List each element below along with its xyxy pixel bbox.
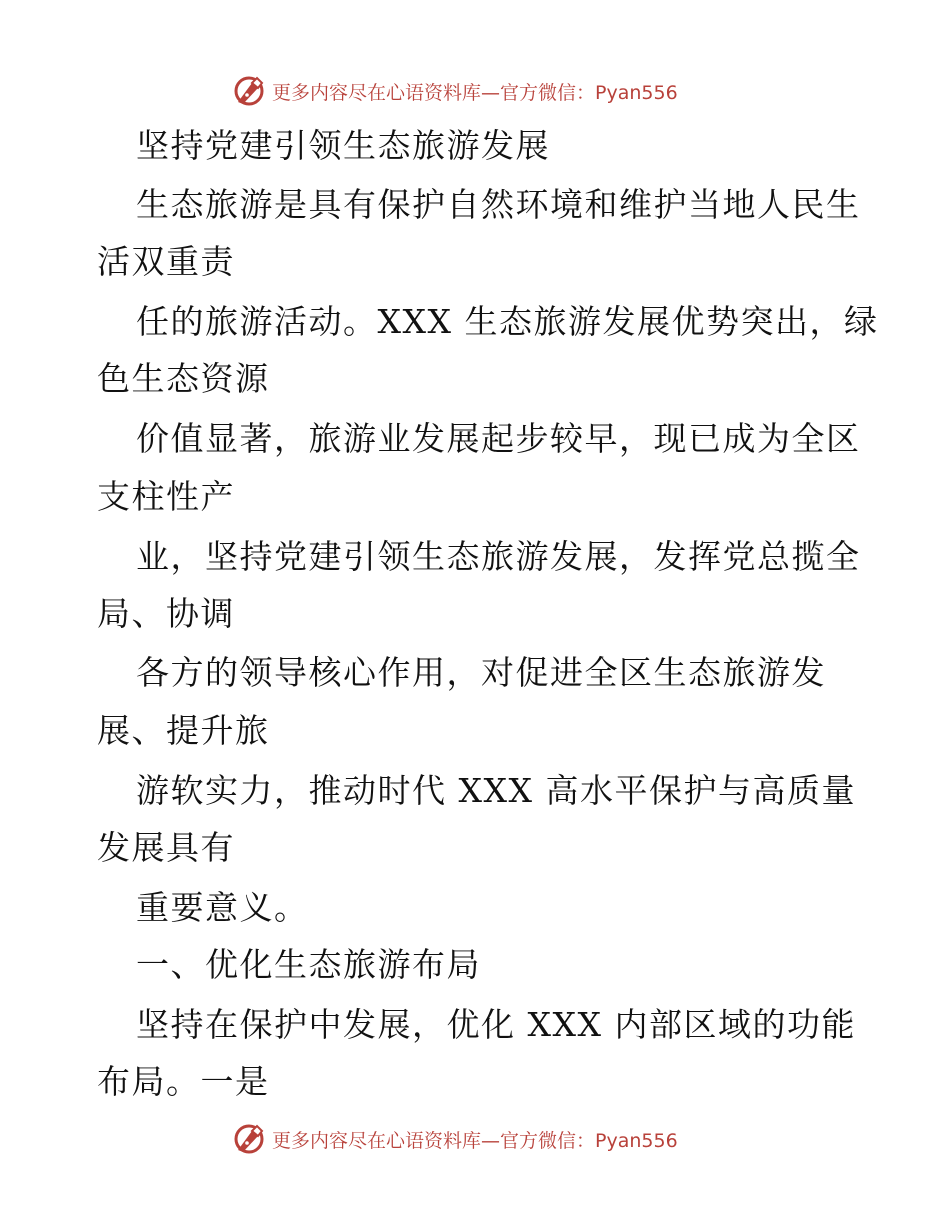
text-line: 展、提升旅 — [97, 711, 270, 750]
text-line: 任的旅游活动。XXX 生态旅游发展优势突出，绿 — [136, 302, 879, 341]
text-line: 价值显著，旅游业发展起步较早，现已成为全区 — [136, 419, 861, 458]
section-heading: 一、优化生态旅游布局 — [136, 945, 481, 984]
text-line: 发展具有 — [97, 828, 235, 867]
text-line: 重要意义。 — [136, 888, 309, 927]
text-line: 各方的领导核心作用，对促进全区生态旅游发 — [136, 653, 826, 692]
text-line: 游软实力，推动时代 XXX 高水平保护与高质量 — [136, 771, 856, 810]
text-line: 色生态资源 — [97, 359, 270, 398]
text-line: 活双重责 — [97, 242, 235, 281]
text-line: 生态旅游是具有保护自然环境和维护当地人民生 — [136, 185, 861, 224]
text-line: 布局。一是 — [97, 1062, 270, 1101]
document-title: 坚持党建引领生态旅游发展 — [136, 126, 550, 165]
text-line: 坚持在保护中发展，优化 XXX 内部区域的功能 — [136, 1005, 856, 1044]
footer-banner — [232, 1122, 678, 1156]
pen-nib-seal-icon — [232, 1122, 266, 1156]
text-line: 局、协调 — [97, 594, 235, 633]
banner-text: 更多内容尽在心语资料库—官方微信：Pyan556 — [272, 1129, 678, 1152]
banner-text: 更多内容尽在心语资料库—官方微信：Pyan556 — [272, 81, 678, 104]
text-line: 支柱性产 — [97, 477, 235, 516]
text-line: 业，坚持党建引领生态旅游发展，发挥党总揽全 — [136, 537, 861, 576]
